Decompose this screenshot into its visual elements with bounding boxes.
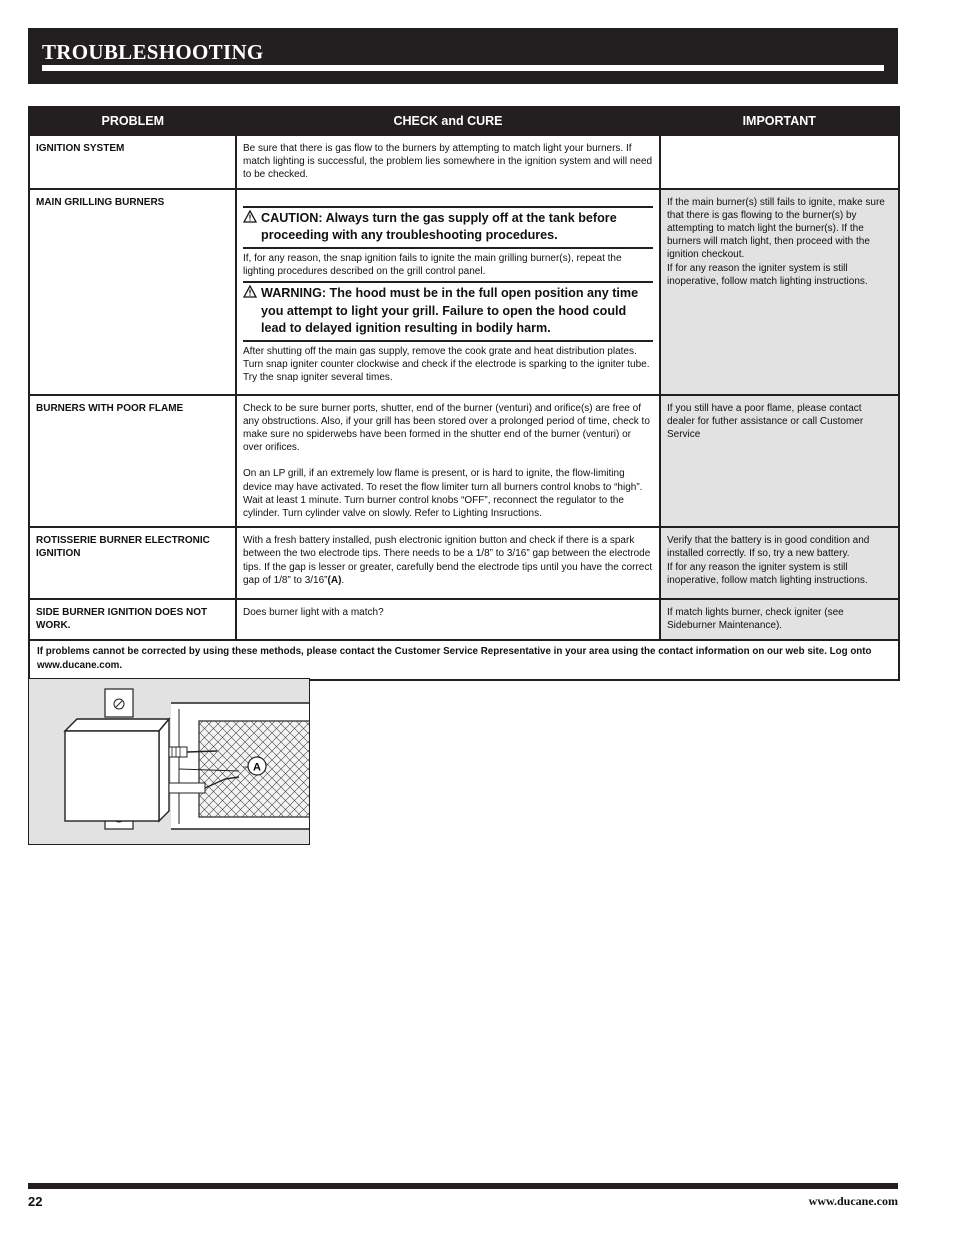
- column-header-important: IMPORTANT: [660, 107, 899, 135]
- header-rule: [42, 65, 884, 71]
- important-text: If the main burner(s) still fails to ignite, make sure that there is gas flowing to the burner(s) by attempting to match light the burner(s). If the burners will match light, then proceed with the ignition checkout.: [667, 196, 885, 261]
- problem-cell: MAIN GRILLING BURNERS: [29, 189, 236, 395]
- important-cell: If you still have a poor flame, please contact dealer for futher assistance or call Customer Service: [660, 395, 899, 528]
- warning-text: WARNING: The hood must be in the full open position any time you attempt to light your grill. Failure to open the hood could lead to delayed ignition resulting in bodily harm.: [261, 286, 639, 336]
- column-header-problem: PROBLEM: [29, 107, 236, 135]
- important-cell: [660, 135, 899, 189]
- table-row: [29, 135, 899, 189]
- warning-triangle-icon: [243, 285, 261, 338]
- cure-cell: [236, 189, 660, 395]
- important-cell: [660, 527, 899, 599]
- cure-text: With a fresh battery installed, push electronic ignition button and check if there is a spark between the two electrode tips. There needs to be a 1/8” to 3/16” gap between the electrode tips. If the gap is lesser or greater, carefully bend the electrode tips until you have the correct gap of 1/8” to 3/16”(A).: [243, 535, 653, 586]
- table-row: [29, 527, 899, 599]
- cure-cell: [236, 527, 660, 599]
- warning-box: [243, 281, 653, 342]
- troubleshooting-table: [28, 106, 900, 681]
- cure-cell: [236, 135, 660, 189]
- table-row: [29, 395, 899, 528]
- cure-text: On an LP grill, if an extremely low flame is present, or is hard to ignite, the flow-limiting device may have activated. To reset the flow limiter turn all burners control knobs to “high”. Wait at least 1 minute. Turn burner control knobs “OFF”, reconnect the regulator to the cylinder. Turn cylinder valve on slowly. Refer to Lighting Insructions.: [243, 468, 643, 520]
- footer-rule: [28, 1183, 898, 1189]
- cure-cell: [236, 395, 660, 528]
- table-row: [29, 599, 899, 639]
- callout-label: A: [253, 761, 261, 774]
- problem-cell: IGNITION SYSTEM: [29, 135, 236, 189]
- column-header-check-and-cure: CHECK and CURE: [236, 107, 660, 135]
- page-number: 22: [28, 1194, 43, 1209]
- table-row: [29, 189, 899, 395]
- cure-text: If, for any reason, the snap ignition fails to ignite the main grilling burner(s), repeat the lighting procedures described on the grill control panel.: [243, 252, 622, 277]
- important-cell: If match lights burner, check igniter (see Sideburner Maintenance).: [660, 599, 899, 639]
- igniter-illustration: [28, 678, 310, 845]
- table-header-row: [29, 107, 899, 135]
- caution-text: CAUTION: Always turn the gas supply off at the tank before proceeding with any troubleshooting procedures.: [261, 210, 617, 243]
- website-url: www.ducane.com: [808, 1194, 898, 1208]
- section-header: [28, 28, 898, 84]
- cure-text: Check to be sure burner ports, shutter, end of the burner (venturi) and orifice(s) are free of any obstructions. Also, if your grill has been stored over a prolonged period of time, check to make sure no spiderwebs have been formed in the shutter end of the burner (venturi) or over orifices.: [243, 402, 650, 454]
- problem-cell: SIDE BURNER IGNITION DOES NOT WORK.: [29, 599, 236, 639]
- caution-box: [243, 206, 653, 249]
- important-text: Verify that the battery is in good condition and installed correctly. If so, try a new battery.: [667, 535, 870, 560]
- cure-text: Be sure that there is gas flow to the burners by attempting to match light your burners. If match lighting is successful, the problem lies somewhere in the ignition system and will need to be checked.: [243, 143, 653, 181]
- important-text: If for any reason the igniter system is still inoperative, follow match lighting instructions.: [667, 262, 868, 287]
- page-title: TROUBLESHOOTING: [42, 40, 264, 64]
- table-footer-row: [29, 640, 899, 680]
- contact-note: If problems cannot be corrected by using these methods, please contact the Customer Service Representative in your area using the contact information on our web site. Log onto www.ducane.com.: [29, 640, 899, 680]
- important-text: If for any reason the igniter system is still inoperative, follow match lighting instructions.: [667, 561, 868, 586]
- problem-cell: ROTISSERIE BURNER ELECTRONIC IGNITION: [29, 527, 236, 599]
- figure-reference: (A): [327, 574, 342, 586]
- cure-cell: Does burner light with a match?: [236, 599, 660, 639]
- warning-triangle-icon: [243, 210, 261, 245]
- important-cell: [660, 189, 899, 395]
- electrode-gap-diagram: [29, 679, 310, 845]
- problem-cell: BURNERS WITH POOR FLAME: [29, 395, 236, 528]
- cure-text: After shutting off the main gas supply, remove the cook grate and heat distribution plates. Turn snap igniter counter clockwise and check if the electrode is sparking to the igniter tube. Try the snap igniter several times.: [243, 345, 650, 384]
